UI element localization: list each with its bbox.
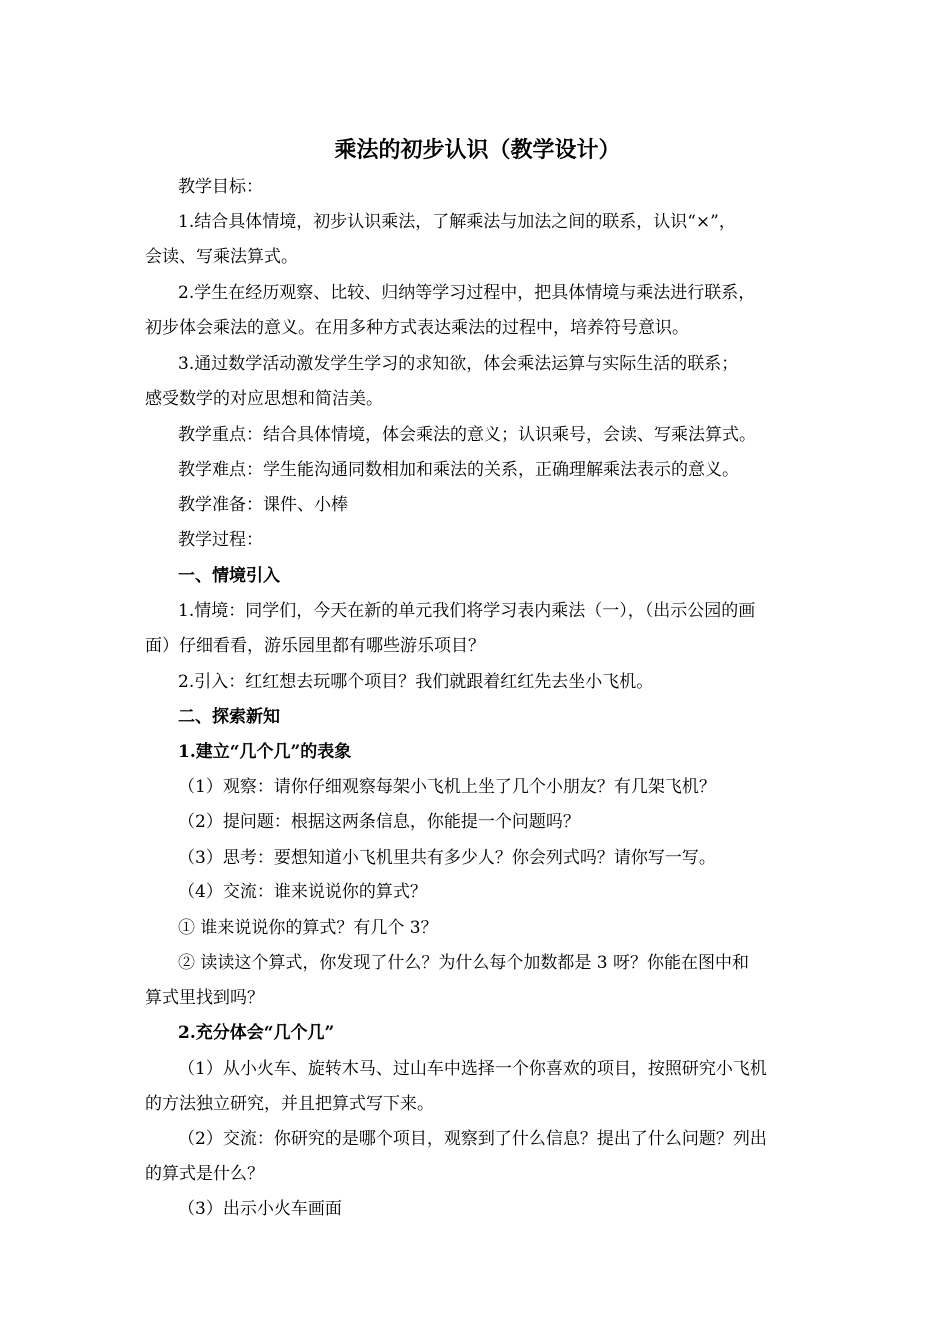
paragraph-line: 1.结合具体情境，初步认识乘法，了解乘法与加法之间的联系，认识“×”， xyxy=(178,212,736,232)
paragraph-line: 教学重点：结合具体情境，体会乘法的意义；认识乘号，会读、写乘法算式。 xyxy=(178,425,756,445)
paragraph-line: 2.引入：红红想去玩哪个项目？我们就跟着红红先去坐小飞机。 xyxy=(178,672,654,692)
paragraph-line: ② 读读这个算式，你发现了什么？为什么每个加数都是 3 呀？你能在图中和 xyxy=(178,953,750,973)
paragraph-line: ① 谁来说说你的算式？有几个 3？ xyxy=(178,918,438,938)
paragraph-line: 的算式是什么？ xyxy=(145,1164,264,1184)
paragraph-line: （3）出示小火车画面 xyxy=(178,1199,342,1219)
paragraph-line: （3）思考：要想知道小飞机里共有多少人？你会列式吗？请你写一写。 xyxy=(178,848,716,868)
paragraph-line: （2）提问题：根据这两条信息，你能提一个问题吗？ xyxy=(178,812,580,832)
paragraph-line: 教学难点：学生能沟通同数相加和乘法的关系，正确理解乘法表示的意义。 xyxy=(178,460,739,480)
subsection-heading: 2.充分体会“几个几” xyxy=(178,1023,335,1043)
paragraph-line: （2）交流：你研究的是哪个项目，观察到了什么信息？提出了什么问题？列出 xyxy=(178,1129,767,1149)
paragraph-line: （1）观察：请你仔细观察每架小飞机上坐了几个小朋友？有几架飞机？ xyxy=(178,777,716,797)
paragraph-line: 2.学生在经历观察、比较、归纳等学习过程中，把具体情境与乘法进行联系， xyxy=(178,283,756,303)
subsection-heading: 1.建立“几个几”的表象 xyxy=(178,742,352,762)
paragraph-line: 教学准备：课件、小棒 xyxy=(178,495,348,515)
paragraph-line: 教学目标： xyxy=(178,177,263,197)
paragraph-line: 的方法独立研究，并且把算式写下来。 xyxy=(145,1094,434,1114)
paragraph-line: （4）交流：谁来说说你的算式？ xyxy=(178,882,427,902)
paragraph-line: 面）仔细看看，游乐园里都有哪些游乐项目？ xyxy=(145,636,485,656)
section-heading: 二、探索新知 xyxy=(178,707,280,727)
paragraph-line: 感受数学的对应思想和简洁美。 xyxy=(145,389,383,409)
paragraph-line: 3.通过数学活动激发学生学习的求知欲，体会乘法运算与实际生活的联系； xyxy=(178,354,739,374)
paragraph-line: 会读、写乘法算式。 xyxy=(145,247,298,267)
section-heading: 一、情境引入 xyxy=(178,566,280,586)
paragraph-line: （1）从小火车、旋转木马、过山车中选择一个你喜欢的项目，按照研究小飞机 xyxy=(178,1059,767,1079)
paragraph-line: 1.情境：同学们，今天在新的单元我们将学习表内乘法（一），（出示公园的画 xyxy=(178,601,756,621)
paragraph-line: 算式里找到吗？ xyxy=(145,988,264,1008)
document-title: 乘法的初步认识（教学设计） xyxy=(334,137,621,163)
paragraph-line: 教学过程： xyxy=(178,530,263,550)
paragraph-line: 初步体会乘法的意义。在用多种方式表达乘法的过程中，培养符号意识。 xyxy=(145,318,689,338)
